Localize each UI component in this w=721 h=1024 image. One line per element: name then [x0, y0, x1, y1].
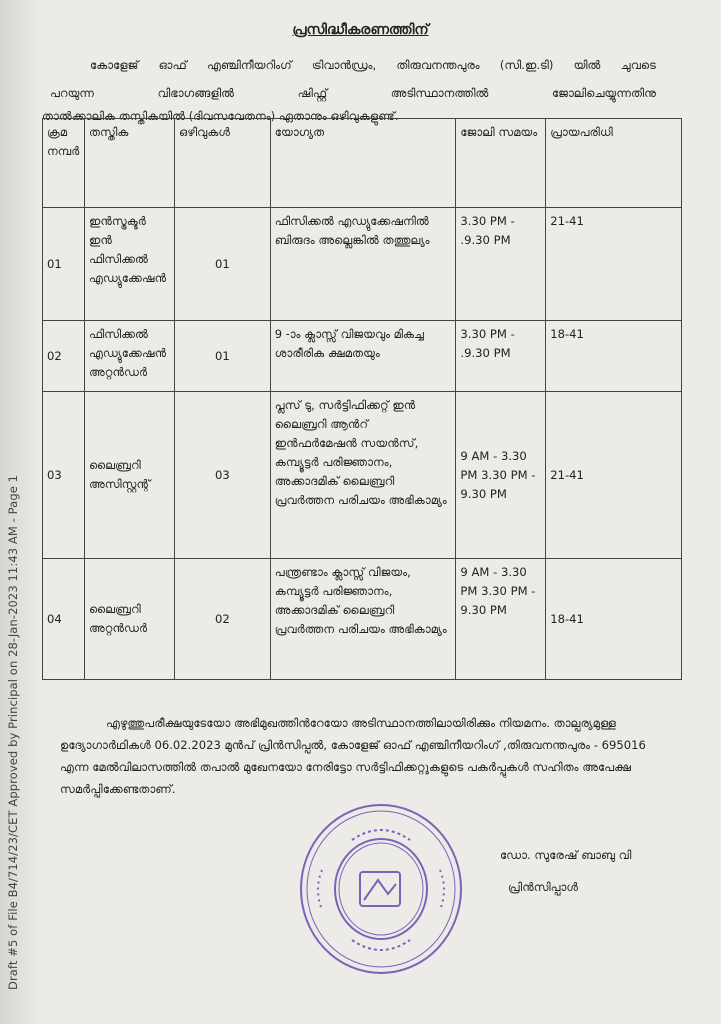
- intro-line-3: താൽക്കാലിക തസ്തികയിൽ (ദിവസവേതനം) ഏതാനും ഒഴിവുകളുണ്ട്.: [42, 109, 399, 123]
- header-post: തസ്തിക: [84, 119, 174, 208]
- cell-qualification: പ്ലസ് ടു, സർട്ടിഫിക്കറ്റ് ഇൻ ലൈബ്രറി ആൻറ് ഇൻഫർമേഷൻ സയൻസ്, കമ്പ്യൂട്ടർ പരിജ്ഞാനം, അക്കാദമിക് ലൈബ്രറി പ്രവർത്തന പരിചയം അഭികാമ്യം: [270, 392, 456, 559]
- cell-vacancies: 01: [174, 208, 270, 321]
- cell-serial: 04: [43, 559, 85, 680]
- cell-serial: 03: [43, 392, 85, 559]
- cell-post: ഫിസിക്കൽ എഡ്യുക്കേഷൻ അറ്റൻഡർ: [84, 321, 174, 392]
- header-vacancies: ഒഴിവുകൾ: [174, 119, 270, 208]
- intro-line-2: പറയുന്ന വിഭാഗങ്ങളിൽ ഷിഫ്റ്റ് അടിസ്ഥാനത്തിൽ ജോലിചെയ്യുന്നതിനു: [50, 86, 656, 100]
- seal-stamp: [292, 800, 470, 978]
- cell-age: 21-41: [546, 392, 682, 559]
- table-header-row: [43, 119, 682, 208]
- header-qualification: യോഗ്യത: [270, 119, 456, 208]
- cell-qualification: പന്ത്രണ്ടാം ക്ലാസ്സ് വിജയം, കമ്പ്യൂട്ടർ പരിജ്ഞാനം, അക്കാദമിക് ലൈബ്രറി പ്രവർത്തന പരിചയം അഭികാമ്യം: [270, 559, 456, 680]
- table-row: [43, 392, 682, 559]
- cell-age: 18-41: [546, 321, 682, 392]
- cell-vacancies: 03: [174, 392, 270, 559]
- intro-line-1: കോളേജ് ഓഫ് എഞ്ചിനീയറിംഗ് ട്രിവാൻഡ്രം, തിരുവനന്തപുരം (സി.ഇ.ടി) യിൽ ചുവടെ: [90, 58, 656, 72]
- cell-vacancies: 01: [174, 321, 270, 392]
- cell-serial: 02: [43, 321, 85, 392]
- cell-post: ലൈബ്രറി അസിസ്റ്റന്റ്: [84, 392, 174, 559]
- footer-paragraph: [60, 712, 664, 800]
- table-row: [43, 321, 682, 392]
- signatory-name: ഡോ. സുരേഷ് ബാബു വി: [500, 848, 632, 862]
- cell-time: 9 AM - 3.30 PM 3.30 PM - 9.30 PM: [456, 559, 546, 680]
- signatory-designation: പ്രിൻസിപ്പാൾ: [508, 880, 579, 894]
- table-row: [43, 208, 682, 321]
- cell-qualification: ഫിസിക്കൽ എഡ്യുക്കേഷനിൽ ബിരുദം അല്ലെങ്കിൽ തത്തുല്യം: [270, 208, 456, 321]
- table-row: [43, 559, 682, 680]
- cell-vacancies: 02: [174, 559, 270, 680]
- cell-time: 3.30 PM - .9.30 PM: [456, 321, 546, 392]
- cell-age: 21-41: [546, 208, 682, 321]
- cell-post: ഇൻസ്ട്രക്ടർ ഇൻ ഫിസിക്കൽ എഡ്യുക്കേഷൻ: [84, 208, 174, 321]
- document-title: പ്രസിദ്ധീകരണത്തിന്: [292, 22, 429, 38]
- header-age: പ്രായപരിധി: [546, 119, 682, 208]
- footer-text: എഴുത്തുപരീക്ഷയുടേയോ അഭിമുഖത്തിൻറേയോ അടിസ്ഥാനത്തിലായിരിക്കും നിയമനം. താല്പര്യമുള്ള ഉദ്യോഗാർഥികൾ 06.02.2023 മുൻപ് പ്രിൻസിപ്പൽ, കോളേജ് ഓഫ് എഞ്ചിനീയറിംഗ് ,തിരുവനന്തപുരം - 695016 എന്ന മേൽവിലാസത്തിൽ തപാൽ മുഖേനയോ നേരിട്ടോ സർട്ടിഫിക്കറ്റുകളുടെ പകർപ്പുകൾ സഹിതം അപേക്ഷ സമർപ്പിക്കേണ്ടതാണ്.: [60, 716, 646, 796]
- cell-time: 9 AM - 3.30 PM 3.30 PM - 9.30 PM: [456, 392, 546, 559]
- header-time: ജോലി സമയം: [456, 119, 546, 208]
- cell-serial: 01: [43, 208, 85, 321]
- side-approval-text: Draft #5 of File B4/714/23/CET Approved by Principal on 28-Jan-2023 11:43 AM - Page 1: [6, 474, 20, 990]
- cell-time: 3.30 PM - .9.30 PM: [456, 208, 546, 321]
- cell-age: 18-41: [546, 559, 682, 680]
- vacancy-table: [42, 118, 682, 680]
- cell-post: ലൈബ്രറി അറ്റൻഡർ: [84, 559, 174, 680]
- header-serial: ക്രമ നമ്പർ: [43, 119, 85, 208]
- cell-qualification: 9 -ാം ക്ലാസ്സ് വിജയവും മികച്ച ശാരീരിക ക്ഷമതയും: [270, 321, 456, 392]
